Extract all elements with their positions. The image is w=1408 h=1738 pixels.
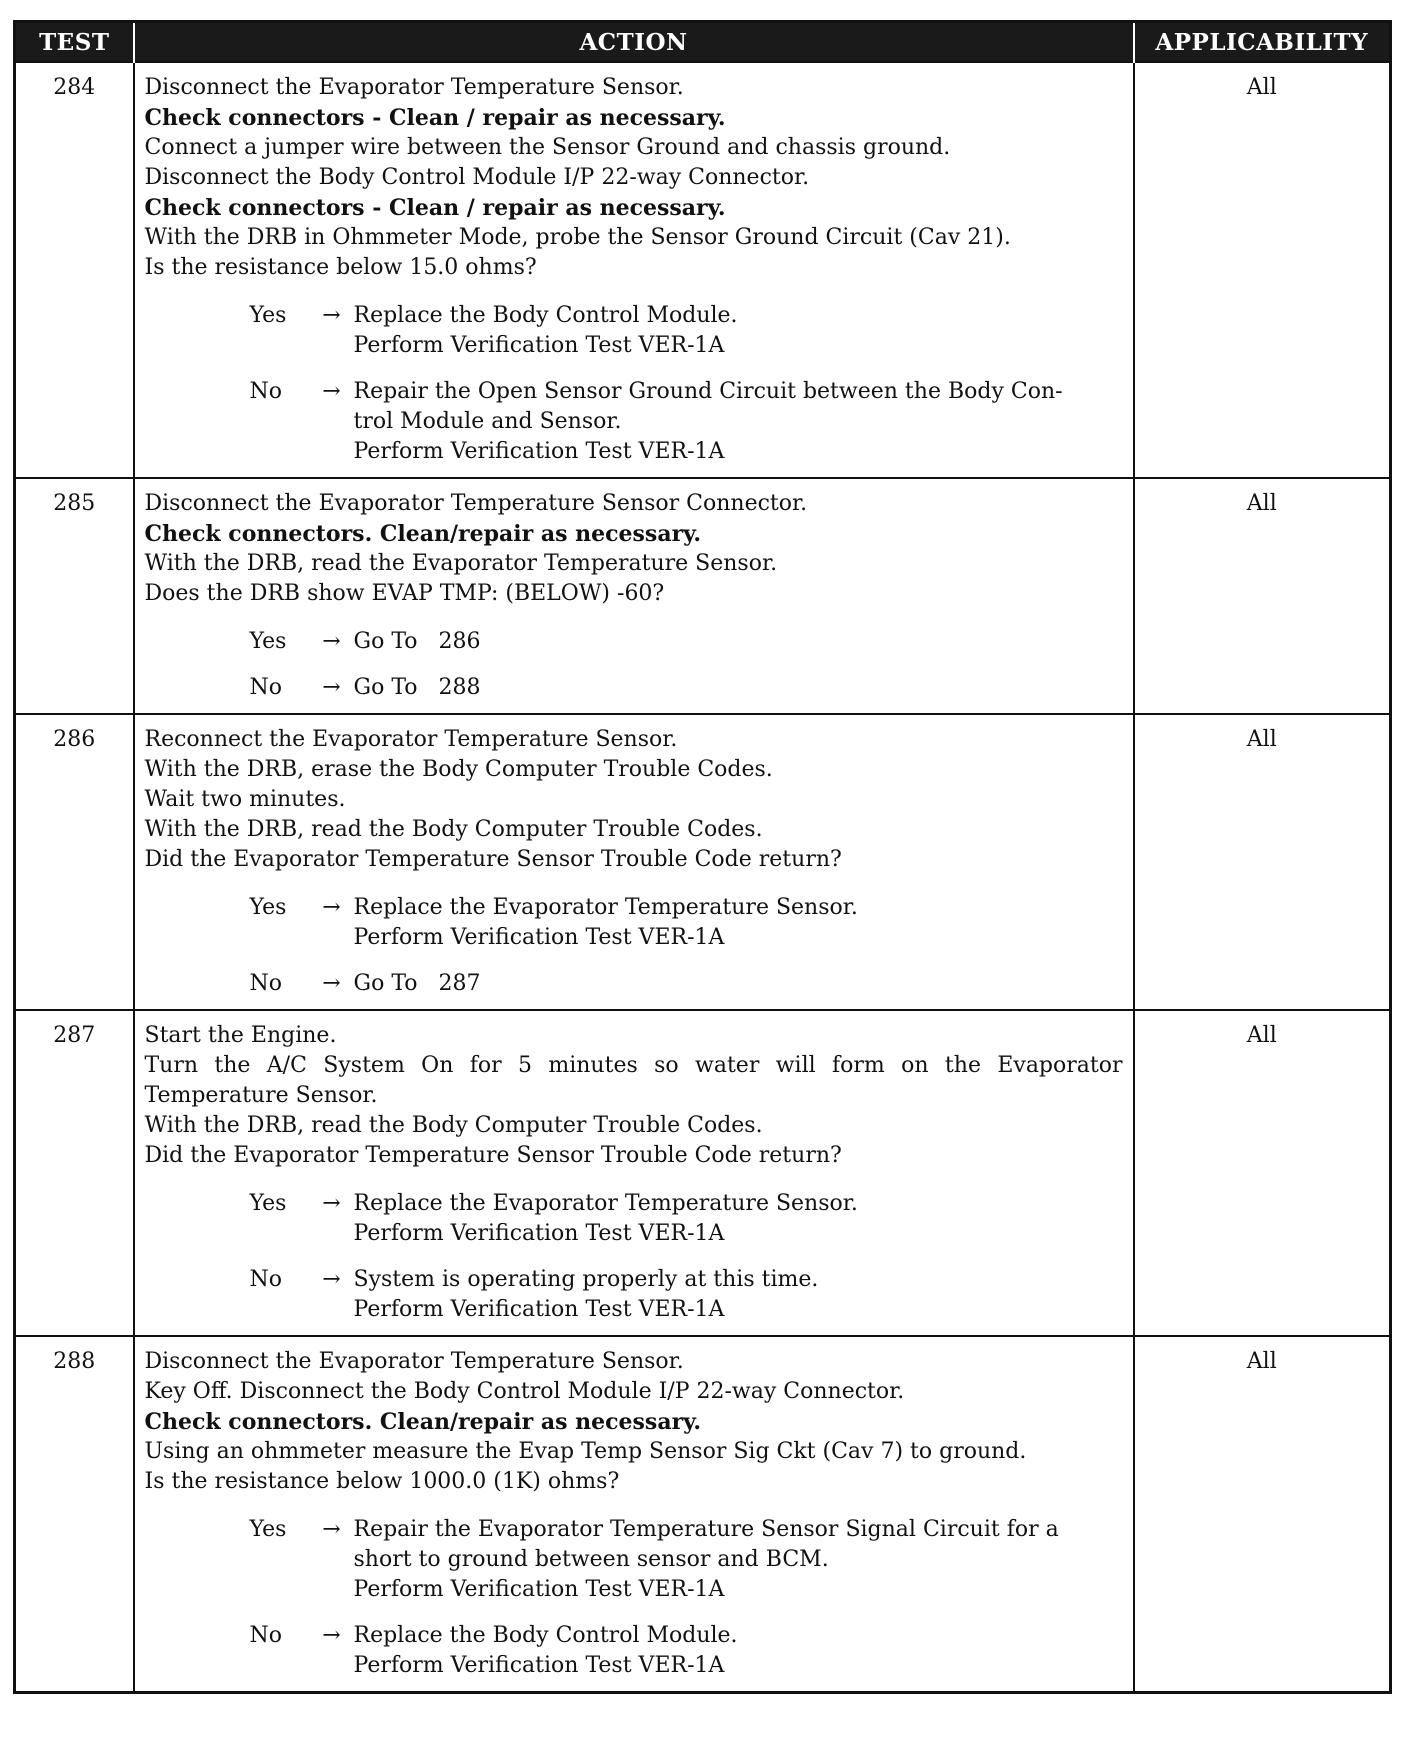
response-branch bbox=[145, 301, 1123, 361]
action-step: Is the resistance below 15.0 ohms? bbox=[144, 255, 537, 280]
response-line: Replace the Body Control Module. bbox=[353, 1623, 738, 1648]
right-arrow-icon: → bbox=[322, 1623, 341, 1648]
action-step: Disconnect the Body Control Module I/P 22-way Connector. bbox=[144, 165, 810, 190]
response-answer: No bbox=[249, 379, 282, 404]
action-step: Reconnect the Evaporator Temperature Sensor. bbox=[144, 727, 678, 752]
response-line: Perform Verification Test VER-1A bbox=[353, 925, 725, 950]
response-answer: Yes bbox=[249, 303, 287, 328]
test-number: 288 bbox=[15, 1336, 134, 1693]
response-branch bbox=[145, 893, 1123, 953]
response-text bbox=[354, 969, 1123, 999]
action-cell bbox=[134, 62, 1134, 478]
response-answer: Yes bbox=[249, 895, 287, 920]
applicability-cell: All bbox=[1134, 714, 1391, 1010]
action-step: Disconnect the Evaporator Temperature Sensor Connector. bbox=[144, 491, 808, 516]
check-connectors-instruction: Check connectors. Clean/repair as necessary. bbox=[144, 1409, 702, 1435]
response-line: Replace the Evaporator Temperature Sensor. bbox=[353, 1191, 858, 1216]
response-answer: Yes bbox=[249, 1191, 287, 1216]
response-answer: Yes bbox=[249, 1517, 287, 1542]
right-arrow-icon: → bbox=[322, 379, 341, 404]
action-steps bbox=[145, 73, 1123, 283]
test-number: 287 bbox=[15, 1010, 134, 1336]
response-line: Perform Verification Test VER-1A bbox=[353, 1653, 725, 1678]
check-connectors-instruction: Check connectors. Clean/repair as necessary. bbox=[144, 521, 702, 547]
response-text bbox=[354, 893, 1123, 953]
response-text bbox=[354, 301, 1123, 361]
response-text bbox=[354, 673, 1123, 703]
response-line: Perform Verification Test VER-1A bbox=[353, 1297, 725, 1322]
response-text bbox=[354, 1621, 1123, 1681]
response-text bbox=[354, 377, 1123, 467]
action-step: Disconnect the Evaporator Temperature Sensor. bbox=[144, 1349, 684, 1374]
response-text bbox=[354, 1515, 1123, 1605]
response-line: short to ground between sensor and BCM. bbox=[353, 1547, 829, 1572]
header-action: ACTION bbox=[134, 22, 1134, 63]
action-step: Did the Evaporator Temperature Sensor Trouble Code return? bbox=[144, 847, 842, 872]
response-text bbox=[354, 1265, 1123, 1325]
action-step: Is the resistance below 1000.0 (1K) ohms? bbox=[144, 1469, 620, 1494]
response-line: Repair the Open Sensor Ground Circuit between the Body Con- bbox=[353, 379, 1063, 404]
response-answer: Yes bbox=[249, 629, 287, 654]
response-branch bbox=[145, 627, 1123, 657]
table-row bbox=[15, 714, 1391, 1010]
action-step: Did the Evaporator Temperature Sensor Trouble Code return? bbox=[144, 1143, 842, 1168]
action-steps bbox=[145, 1347, 1123, 1497]
test-number: 286 bbox=[15, 714, 134, 1010]
response-answer: No bbox=[249, 1267, 282, 1292]
check-connectors-instruction: Check connectors - Clean / repair as necessary. bbox=[144, 195, 726, 221]
right-arrow-icon: → bbox=[322, 629, 341, 654]
action-step: Connect a jumper wire between the Sensor Ground and chassis ground. bbox=[144, 135, 951, 160]
action-step: Start the Engine. bbox=[144, 1023, 337, 1048]
response-branch bbox=[145, 969, 1123, 999]
applicability-cell: All bbox=[1134, 1336, 1391, 1693]
response-branch bbox=[145, 673, 1123, 703]
response-line: trol Module and Sensor. bbox=[353, 409, 622, 434]
right-arrow-icon: → bbox=[322, 1517, 341, 1542]
applicability-cell: All bbox=[1134, 478, 1391, 714]
response-branch bbox=[145, 1189, 1123, 1249]
action-step: With the DRB, read the Body Computer Trouble Codes. bbox=[144, 817, 763, 842]
right-arrow-icon: → bbox=[322, 895, 341, 920]
response-line: Perform Verification Test VER-1A bbox=[353, 333, 725, 358]
action-step: With the DRB in Ohmmeter Mode, probe the Sensor Ground Circuit (Cav 21). bbox=[144, 225, 1011, 250]
response-line: Perform Verification Test VER-1A bbox=[353, 1577, 725, 1602]
applicability-cell: All bbox=[1134, 1010, 1391, 1336]
table-row bbox=[15, 1010, 1391, 1336]
table-body bbox=[15, 62, 1391, 1693]
response-line: Perform Verification Test VER-1A bbox=[353, 1221, 725, 1246]
response-line: Go To 286 bbox=[353, 629, 481, 654]
response-answer: No bbox=[249, 675, 282, 700]
action-cell bbox=[134, 1010, 1134, 1336]
action-step: Using an ohmmeter measure the Evap Temp Sensor Sig Ckt (Cav 7) to ground. bbox=[144, 1439, 1027, 1464]
response-text bbox=[354, 627, 1123, 657]
action-step: With the DRB, read the Evaporator Temperature Sensor. bbox=[144, 551, 778, 576]
response-line: System is operating properly at this time. bbox=[353, 1267, 819, 1292]
table-row bbox=[15, 1336, 1391, 1693]
response-text bbox=[354, 1189, 1123, 1249]
test-number: 284 bbox=[15, 62, 134, 478]
action-cell bbox=[134, 478, 1134, 714]
header-test: TEST bbox=[15, 22, 134, 63]
action-steps bbox=[145, 725, 1123, 875]
action-step: Turn the A/C System On for 5 minutes so water will form on the Evaporator Temperature Sensor. bbox=[144, 1053, 1123, 1108]
applicability-cell: All bbox=[1134, 62, 1391, 478]
right-arrow-icon: → bbox=[322, 971, 341, 996]
response-branch bbox=[145, 1515, 1123, 1605]
action-cell bbox=[134, 714, 1134, 1010]
response-line: Repair the Evaporator Temperature Sensor Signal Circuit for a bbox=[353, 1517, 1059, 1542]
action-step: Wait two minutes. bbox=[144, 787, 346, 812]
response-line: Go To 288 bbox=[353, 675, 481, 700]
right-arrow-icon: → bbox=[322, 303, 341, 328]
header-applicability: APPLICABILITY bbox=[1134, 22, 1391, 63]
action-step: With the DRB, read the Body Computer Trouble Codes. bbox=[144, 1113, 763, 1138]
action-steps bbox=[145, 1021, 1123, 1171]
action-cell bbox=[134, 1336, 1134, 1693]
table-row bbox=[15, 62, 1391, 478]
response-line: Go To 287 bbox=[353, 971, 481, 996]
check-connectors-instruction: Check connectors - Clean / repair as necessary. bbox=[144, 105, 726, 131]
diagnostic-procedure-table bbox=[13, 20, 1392, 1694]
right-arrow-icon: → bbox=[322, 1191, 341, 1216]
action-step: Does the DRB show EVAP TMP: (BELOW) -60? bbox=[144, 581, 665, 606]
table-row bbox=[15, 478, 1391, 714]
response-branch bbox=[145, 1265, 1123, 1325]
right-arrow-icon: → bbox=[322, 1267, 341, 1292]
response-line: Perform Verification Test VER-1A bbox=[353, 439, 725, 464]
table-header-row bbox=[15, 22, 1391, 63]
response-answer: No bbox=[249, 1623, 282, 1648]
action-step: Disconnect the Evaporator Temperature Sensor. bbox=[144, 75, 684, 100]
response-line: Replace the Body Control Module. bbox=[353, 303, 738, 328]
action-steps bbox=[145, 489, 1123, 609]
test-number: 285 bbox=[15, 478, 134, 714]
response-line: Replace the Evaporator Temperature Sensor. bbox=[353, 895, 858, 920]
response-branch bbox=[145, 1621, 1123, 1681]
action-step: With the DRB, erase the Body Computer Trouble Codes. bbox=[144, 757, 773, 782]
response-answer: No bbox=[249, 971, 282, 996]
response-branch bbox=[145, 377, 1123, 467]
right-arrow-icon: → bbox=[322, 675, 341, 700]
action-step: Key Off. Disconnect the Body Control Module I/P 22-way Connector. bbox=[144, 1379, 905, 1404]
